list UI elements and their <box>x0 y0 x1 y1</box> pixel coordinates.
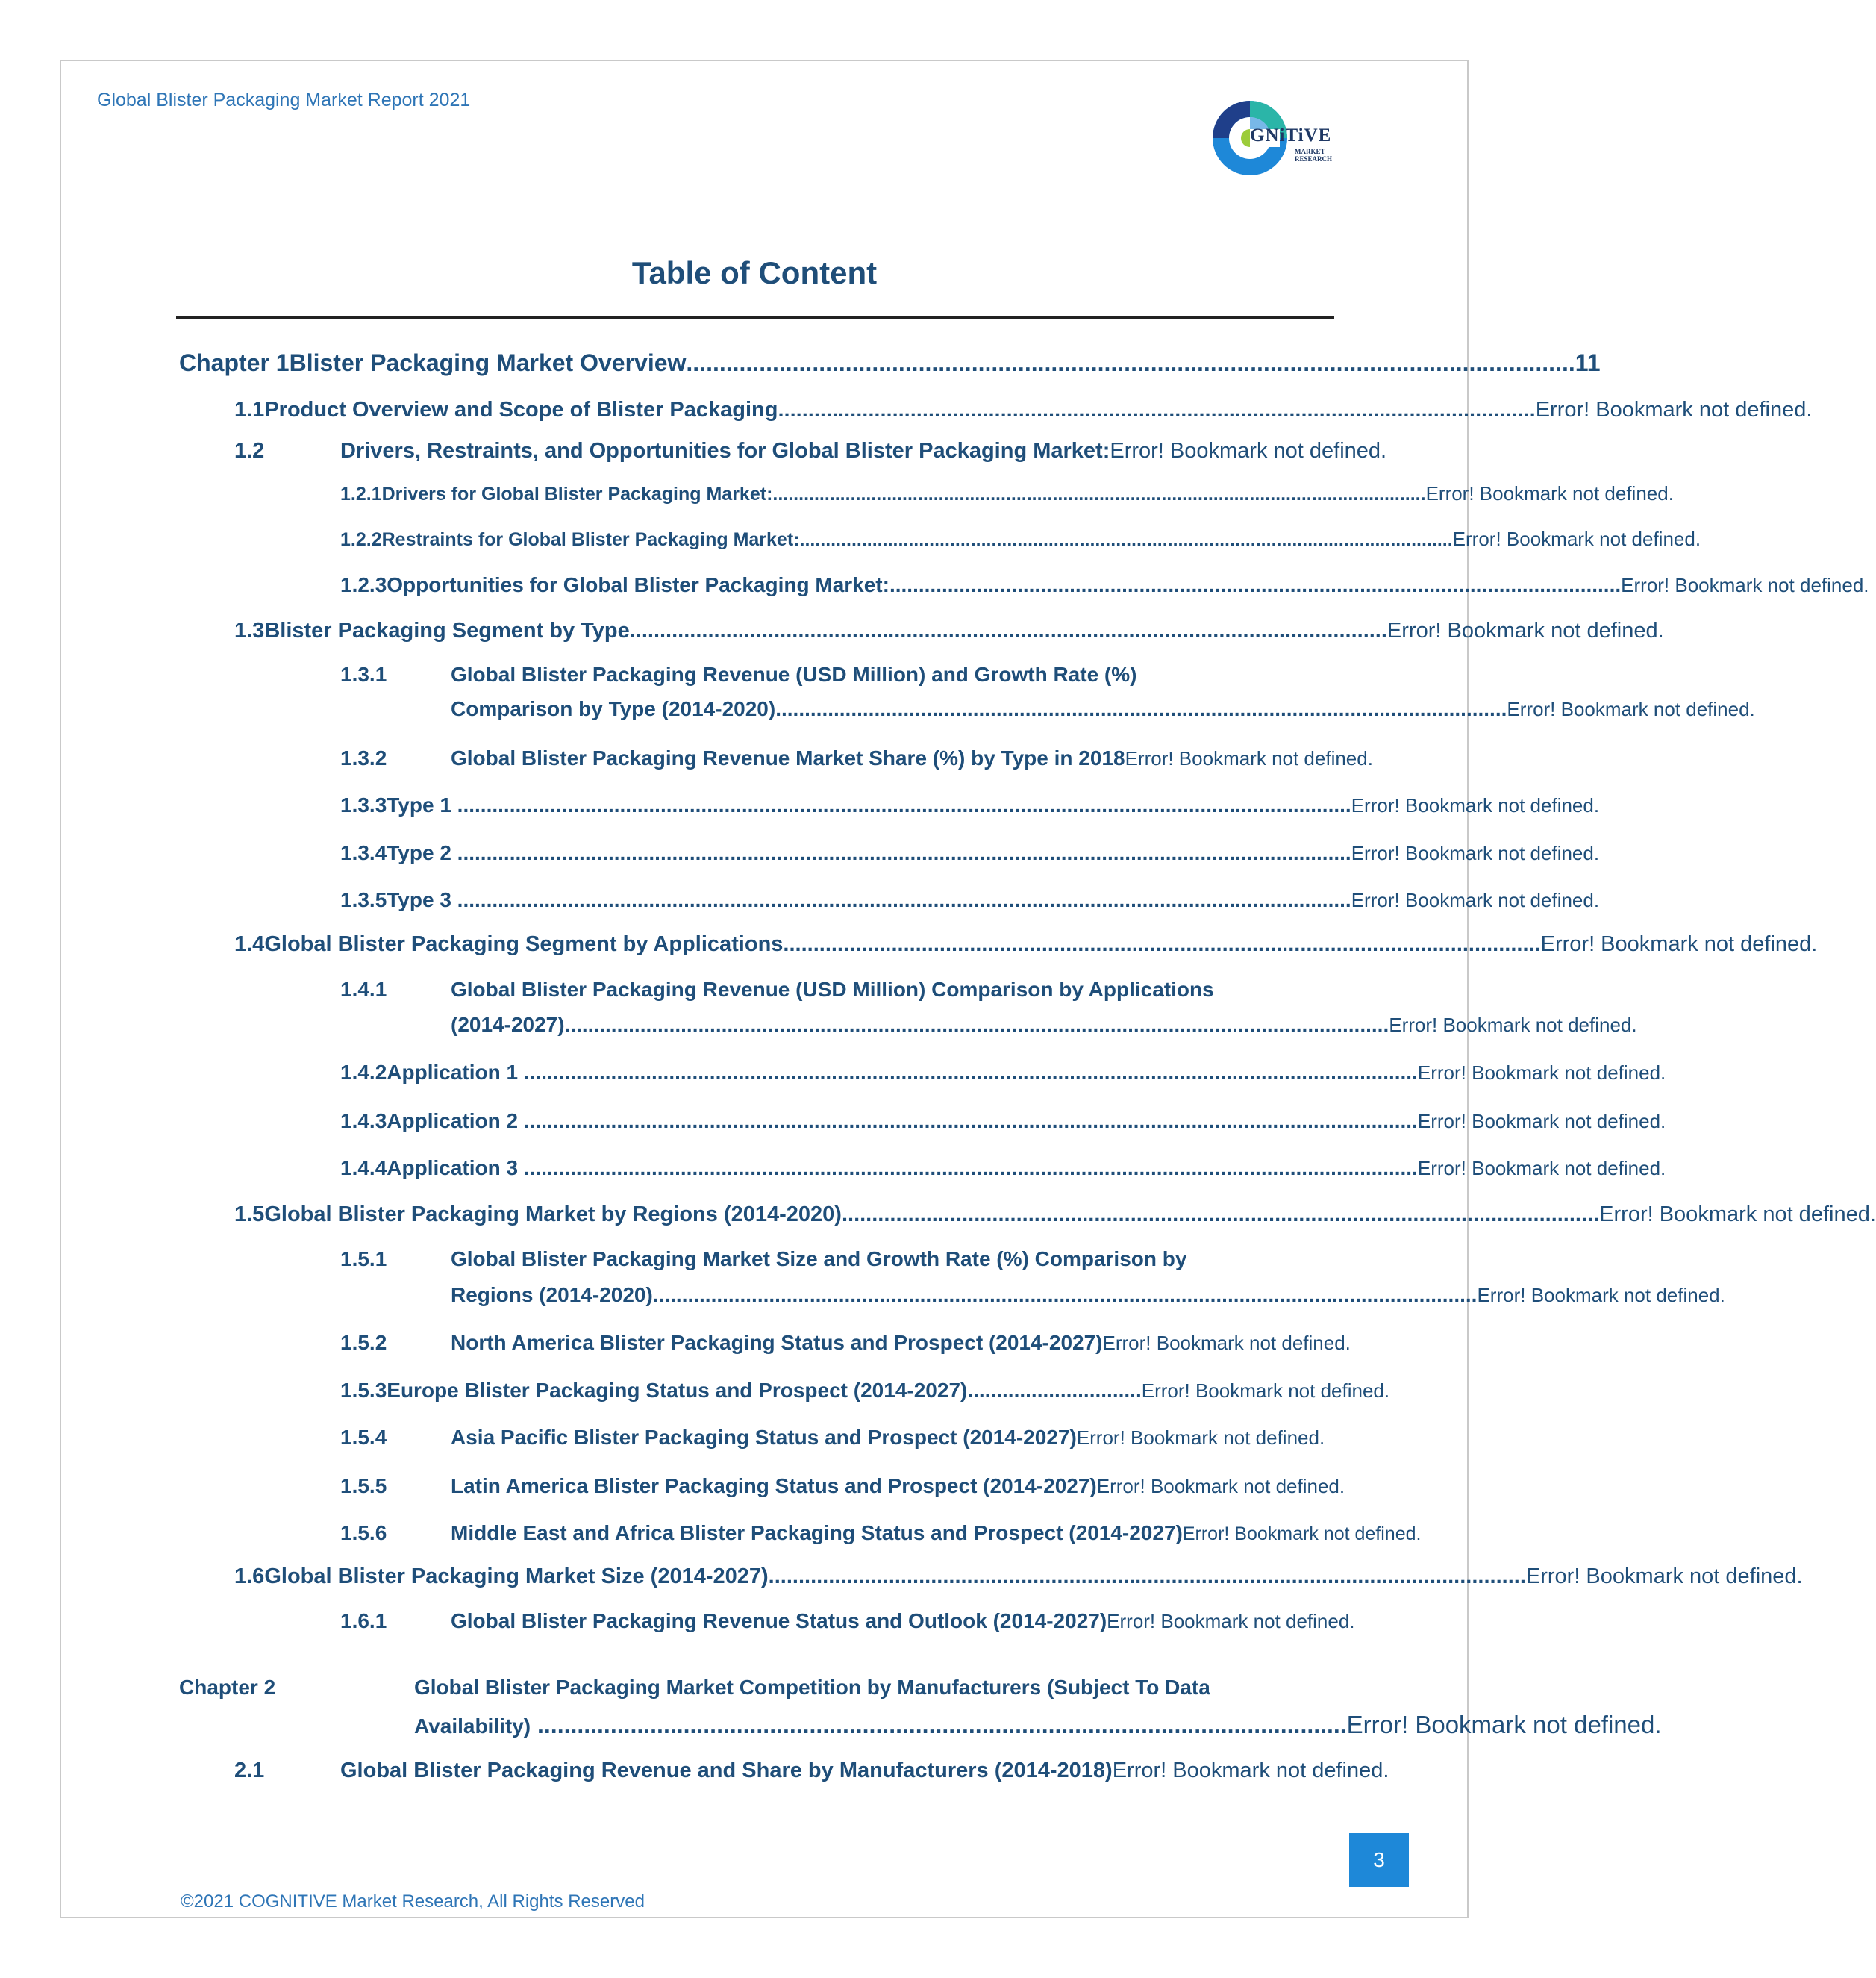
toc-entry-1-5-1-cont[interactable]: Regions (2014-2020) .............................................................................................................................................. Error! Bookmark not defined. <box>451 1283 1725 1306</box>
toc-entry-1-3-4[interactable]: 1.3.4 Type 2 .......................................................................................................................................................... Error! Bookmark not defined. <box>340 841 1600 864</box>
toc-chapter-title: Blister Packaging Market Overview <box>289 349 687 376</box>
toc-entry-1-3-3[interactable]: 1.3.3 Type 1 .......................................................................................................................................................... Error! Bookmark not defined. <box>340 793 1600 817</box>
toc-entry-2-1[interactable]: 2.1 Global Blister Packaging Revenue and Share by Manufacturers (2014-2018) Error! Bookmark not defined. <box>234 1759 1389 1782</box>
toc-entry-1-5-2[interactable]: 1.5.2 North America Blister Packaging Status and Prospect (2014-2027) Error! Bookmark not defined. <box>340 1331 1351 1354</box>
toc-entry-1-5-4[interactable]: 1.5.4 Asia Pacific Blister Packaging Status and Prospect (2014-2027) Error! Bookmark not defined. <box>340 1426 1325 1449</box>
toc-entry-1-5-6[interactable]: 1.5.6 Middle East and Africa Blister Packaging Status and Prospect (2014-2027) Error! Bookmark not defined. <box>340 1521 1422 1544</box>
toc-entry-1-5-5[interactable]: 1.5.5 Latin America Blister Packaging Status and Prospect (2014-2027) Error! Bookmark not defined. <box>340 1474 1345 1497</box>
toc-entry-1-2-2[interactable]: 1.2.2 Restraints for Global Blister Packaging Market: .............................................................................................................................. Error! Bookmark not defined. <box>340 528 1701 550</box>
toc-chapter-1[interactable] <box>179 349 1601 377</box>
toc-chapter-number: Chapter 1 <box>179 349 290 376</box>
toc-entry-1-2-3[interactable]: 1.2.3 Opportunities for Global Blister Packaging Market: .............................................................................................................................. Error! Bookmark not defined. <box>340 573 1869 596</box>
toc-chapter-2[interactable]: Chapter 2 Global Blister Packaging Market Competition by Manufacturers (Subject To Data <box>179 1676 1210 1699</box>
toc-entry-1-4[interactable]: 1.4 Global Blister Packaging Segment by Applications .............................................................................................................................. Error! Bookmark not defined. <box>234 932 1818 956</box>
toc-entry-1-4-4[interactable]: 1.4.4 Application 3 .......................................................................................................................................................... Error! Bookmark not defined. <box>340 1156 1666 1179</box>
toc-entry-1-5-1[interactable]: 1.5.1 Global Blister Packaging Market Size and Growth Rate (%) Comparison by <box>340 1247 1187 1270</box>
toc-entry-1-6-1[interactable]: 1.6.1 Global Blister Packaging Revenue Status and Outlook (2014-2027) Error! Bookmark not defined. <box>340 1609 1355 1632</box>
toc-entry-1-3-5[interactable]: 1.3.5 Type 3 .......................................................................................................................................................... Error! Bookmark not defined. <box>340 888 1600 911</box>
toc-entry-1-3-1[interactable]: 1.3.1 Global Blister Packaging Revenue (USD Million) and Growth Rate (%) <box>340 663 1137 686</box>
toc-entry-1-5-3[interactable]: 1.5.3 Europe Blister Packaging Status and Prospect (2014-2027) .............................. Error! Bookmark not defined. <box>340 1379 1390 1402</box>
page-title: Table of Content <box>631 255 878 290</box>
toc-leader: ...................................................................................................................................... <box>686 349 1575 376</box>
toc-entry-1-4-3[interactable]: 1.4.3 Application 2 .......................................................................................................................................................... Error! Bookmark not defined. <box>340 1109 1666 1132</box>
title-divider <box>176 316 1334 319</box>
toc-entry-1-5[interactable]: 1.5 Global Blister Packaging Market by Regions (2014-2020) .............................................................................................................................. Error! Bookmark not defined. <box>234 1202 1876 1226</box>
toc-entry-1-4-1[interactable]: 1.4.1 Global Blister Packaging Revenue (USD Million) Comparison by Applications <box>340 978 1214 1001</box>
logo-wordmark: GNiTiVE <box>1250 125 1332 146</box>
logo-subtitle: MARKET RESEARCH <box>1295 148 1333 163</box>
copyright-footer: ©2021 COGNITIVE Market Research, All Rights Reserved <box>181 1891 645 1912</box>
page-number-badge: 3 <box>1349 1833 1409 1887</box>
toc-entry-1-4-1-cont[interactable]: (2014-2027) .............................................................................................................................................. Error! Bookmark not defined. <box>451 1013 1637 1036</box>
toc-chapter-2-cont[interactable]: Availability) .......................................................................................................................... Error! Bookmark not defined. <box>414 1711 1662 1738</box>
toc-entry-1-4-2[interactable]: 1.4.2 Application 1 .......................................................................................................................................................... Error! Bookmark not defined. <box>340 1061 1666 1084</box>
toc-entry-1-2[interactable]: 1.2 Drivers, Restraints, and Opportunities for Global Blister Packaging Market: Error! Bookmark not defined. <box>234 439 1387 463</box>
toc-entry-1-3-2[interactable]: 1.3.2 Global Blister Packaging Revenue Market Share (%) by Type in 2018 Error! Bookmark not defined. <box>340 746 1373 770</box>
toc-entry-1-6[interactable]: 1.6 Global Blister Packaging Market Size (2014-2027) .............................................................................................................................. Error! Bookmark not defined. <box>234 1564 1803 1588</box>
toc-entry-1-3-1-cont[interactable]: Comparison by Type (2014-2020) .............................................................................................................................. Error! Bookmark not defined. <box>451 697 1755 720</box>
toc-entry-1-3[interactable]: 1.3 Blister Packaging Segment by Type .............................................................................................................................. Error! Bookmark not defined. <box>234 619 1664 643</box>
toc-entry-1-2-1[interactable]: 1.2.1 Drivers for Global Blister Packaging Market: .............................................................................................................................. Error! Bookmark not defined. <box>340 482 1674 505</box>
toc-entry-1-1[interactable]: 1.1 Product Overview and Scope of Blister Packaging .............................................................................................................................. Error! Bookmark not defined. <box>234 398 1813 422</box>
report-header: Global Blister Packaging Market Report 2021 <box>97 90 471 110</box>
toc-page-number: 11 <box>1575 349 1601 376</box>
